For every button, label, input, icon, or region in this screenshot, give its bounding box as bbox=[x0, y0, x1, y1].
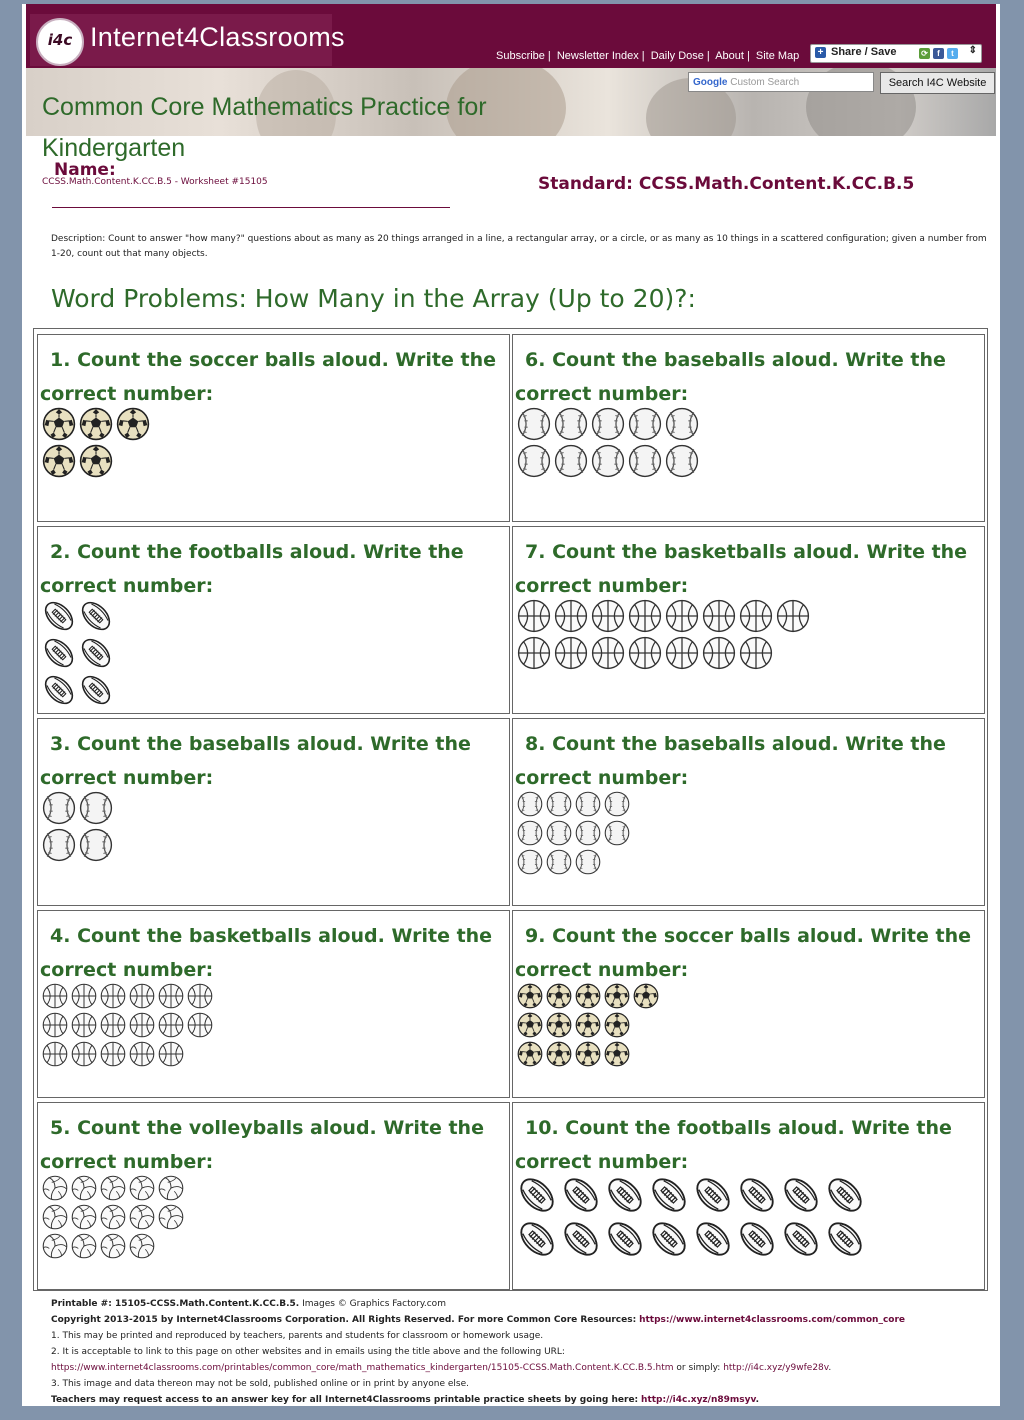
problem-text: Count the baseballs aloud. Write the correct number: bbox=[40, 733, 471, 789]
basketball-icon bbox=[739, 599, 773, 633]
footer-note-2: 2. It is acceptable to link to this page on other websites and in emails using the title above and the following URL: bbox=[51, 1347, 565, 1357]
baseball-icon bbox=[517, 791, 543, 817]
football-icon bbox=[825, 1219, 865, 1259]
site-logo[interactable] bbox=[30, 14, 345, 66]
basketball-icon bbox=[158, 983, 184, 1009]
volleyball-icon bbox=[71, 1204, 97, 1230]
problem-question bbox=[515, 919, 985, 987]
page-url-link[interactable]: https://www.internet4classrooms.com/printables/common_core/math_mathematics_kindergarten/15105-CCSS.Math.Content.K.CC.B.5.htm bbox=[51, 1363, 674, 1373]
soccer-ball-icon bbox=[604, 1041, 630, 1067]
problem-number: 4. bbox=[50, 925, 71, 947]
baseball-icon bbox=[517, 444, 551, 478]
footer-note-3: 3. This image and data thereon may not be sold, published online or in print by anyone else. bbox=[51, 1379, 469, 1389]
name-label: Name: bbox=[54, 160, 116, 180]
top-links: Subscribe | Newsletter Index | Daily Dose | About | Site Map bbox=[496, 50, 800, 62]
share-icon: ⟳ bbox=[919, 48, 930, 59]
soccer-ball-icon bbox=[546, 1012, 572, 1038]
baseball-icon bbox=[665, 407, 699, 441]
soccer-ball-icon bbox=[546, 1041, 572, 1067]
basketball-icon bbox=[517, 599, 551, 633]
soccer-ball-icon bbox=[633, 983, 659, 1009]
soccer-ball-icon bbox=[42, 444, 76, 478]
football-icon bbox=[42, 673, 76, 707]
football-icon bbox=[561, 1175, 601, 1215]
problem-number: 1. bbox=[50, 349, 71, 371]
ball-array bbox=[42, 599, 116, 710]
logo-mark-text: i4c bbox=[47, 31, 73, 49]
baseball-icon bbox=[546, 791, 572, 817]
problem-question bbox=[515, 727, 985, 795]
baseball-icon bbox=[42, 828, 76, 862]
basketball-icon bbox=[71, 1041, 97, 1067]
problem-number: 2. bbox=[50, 541, 71, 563]
soccer-ball-icon bbox=[604, 1012, 630, 1038]
copyright: Copyright 2013-2015 by Internet4Classrooms Corporation. All Rights Reserved. For more Common Core Resources: bbox=[51, 1315, 637, 1325]
printable-number: Printable #: 15105-CCSS.Math.Content.K.CC.B.5. bbox=[51, 1299, 300, 1309]
basketball-icon bbox=[628, 636, 662, 670]
problem-question bbox=[40, 343, 510, 411]
problem-cell-4 bbox=[37, 910, 510, 1098]
baseball-icon bbox=[554, 407, 588, 441]
basketball-icon bbox=[739, 636, 773, 670]
baseball-icon bbox=[604, 791, 630, 817]
problem-number: 10. bbox=[525, 1117, 559, 1139]
problem-text: Count the basketballs aloud. Write the correct number: bbox=[515, 541, 968, 597]
baseball-icon bbox=[517, 820, 543, 846]
problem-text: Count the soccer balls aloud. Write the correct number: bbox=[40, 349, 496, 405]
soccer-ball-icon bbox=[546, 983, 572, 1009]
soccer-ball-icon bbox=[79, 407, 113, 441]
volleyball-icon bbox=[100, 1204, 126, 1230]
basketball-icon bbox=[517, 636, 551, 670]
share-save-button[interactable] bbox=[810, 44, 982, 63]
facebook-icon: f bbox=[933, 48, 944, 59]
baseball-icon bbox=[628, 407, 662, 441]
baseball-icon bbox=[517, 407, 551, 441]
problem-text: Count the baseballs aloud. Write the correct number: bbox=[515, 733, 946, 789]
page bbox=[22, 4, 1000, 1406]
baseball-icon bbox=[575, 820, 601, 846]
football-icon bbox=[517, 1219, 557, 1259]
answer-key-period: . bbox=[755, 1395, 760, 1405]
link-daily-dose[interactable]: Daily Dose bbox=[650, 50, 704, 62]
description: Description: Count to answer "how many?" questions about as many as 20 things arranged in a line, a rectangular array, or a circle, or as many as 10 things in a scattered configuration; given a number from 1-20, count out that many objects. bbox=[51, 234, 987, 259]
baseball-icon bbox=[575, 849, 601, 875]
baseball-icon bbox=[42, 791, 76, 825]
basketball-icon bbox=[591, 636, 625, 670]
baseball-icon bbox=[546, 849, 572, 875]
problem-question bbox=[515, 535, 985, 603]
problem-question bbox=[40, 535, 510, 603]
share-save-label: Share / Save bbox=[831, 46, 897, 58]
problem-number: 9. bbox=[525, 925, 546, 947]
name-line bbox=[52, 207, 450, 208]
soccer-ball-icon bbox=[575, 1041, 601, 1067]
baseball-icon bbox=[591, 444, 625, 478]
basketball-icon bbox=[702, 636, 736, 670]
problem-cell-5 bbox=[37, 1102, 510, 1290]
problem-cell-10 bbox=[512, 1102, 985, 1290]
problem-text: Count the soccer balls aloud. Write the correct number: bbox=[515, 925, 971, 981]
problem-number: 6. bbox=[525, 349, 546, 371]
answer-key-note: Teachers may request access to an answer key for all Internet4Classrooms printable practice sheets by going here: bbox=[51, 1395, 639, 1405]
football-icon bbox=[79, 599, 113, 633]
baseball-icon bbox=[665, 444, 699, 478]
basketball-icon bbox=[628, 599, 662, 633]
basketball-icon bbox=[187, 983, 213, 1009]
baseball-icon bbox=[628, 444, 662, 478]
volleyball-icon bbox=[100, 1175, 126, 1201]
problem-number: 3. bbox=[50, 733, 71, 755]
ball-array bbox=[42, 983, 216, 1070]
football-icon bbox=[693, 1175, 733, 1215]
football-icon bbox=[42, 636, 76, 670]
ball-array bbox=[517, 407, 702, 481]
basketball-icon bbox=[187, 1012, 213, 1038]
problem-cell-1 bbox=[37, 334, 510, 522]
worksheet-reference: CCSS.Math.Content.K.CC.B.5 - Worksheet #15105 bbox=[42, 177, 268, 187]
problem-question bbox=[515, 1111, 985, 1179]
footer-or-simply: or simply: bbox=[673, 1363, 724, 1373]
basketball-icon bbox=[158, 1012, 184, 1038]
basketball-icon bbox=[776, 599, 810, 633]
ball-array bbox=[42, 407, 153, 481]
logo-mark-icon bbox=[36, 18, 84, 66]
baseball-icon bbox=[546, 820, 572, 846]
link-about[interactable]: About bbox=[715, 50, 744, 62]
volleyball-icon bbox=[158, 1175, 184, 1201]
ball-array bbox=[42, 1175, 187, 1262]
problem-text: Count the basketballs aloud. Write the correct number: bbox=[40, 925, 493, 981]
football-icon bbox=[605, 1219, 645, 1259]
volleyball-icon bbox=[158, 1204, 184, 1230]
baseball-icon bbox=[79, 791, 113, 825]
problem-question bbox=[515, 343, 985, 411]
problem-text: Count the footballs aloud. Write the correct number: bbox=[515, 1117, 952, 1173]
page-title-grade: Kindergarten bbox=[42, 134, 186, 162]
page-title: Common Core Mathematics Practice for bbox=[42, 93, 487, 121]
volleyball-icon bbox=[42, 1204, 68, 1230]
dropdown-arrow-icon: ⇕ bbox=[968, 45, 977, 56]
ball-array bbox=[517, 599, 813, 673]
problem-text: Count the baseballs aloud. Write the correct number: bbox=[515, 349, 946, 405]
basketball-icon bbox=[129, 983, 155, 1009]
volleyball-icon bbox=[42, 1175, 68, 1201]
football-icon bbox=[781, 1175, 821, 1215]
common-core-link[interactable]: https://www.internet4classrooms.com/common_core bbox=[639, 1315, 906, 1325]
volleyball-icon bbox=[129, 1233, 155, 1259]
soccer-ball-icon bbox=[42, 407, 76, 441]
problem-question bbox=[40, 1111, 510, 1179]
football-icon bbox=[737, 1219, 777, 1259]
short-url-link[interactable]: http://i4c.xyz/y9wfe28v bbox=[723, 1363, 829, 1373]
football-icon bbox=[649, 1219, 689, 1259]
football-icon bbox=[781, 1219, 821, 1259]
football-icon bbox=[825, 1175, 865, 1215]
basketball-icon bbox=[100, 1041, 126, 1067]
problem-question bbox=[40, 919, 510, 987]
problem-cell-3 bbox=[37, 718, 510, 906]
logo-text: Internet4Classrooms bbox=[90, 22, 345, 52]
volleyball-icon bbox=[100, 1233, 126, 1259]
volleyball-icon bbox=[71, 1233, 97, 1259]
basketball-icon bbox=[71, 1012, 97, 1038]
football-icon bbox=[737, 1175, 777, 1215]
soccer-ball-icon bbox=[517, 1012, 543, 1038]
baseball-icon bbox=[79, 828, 113, 862]
footer bbox=[51, 1296, 991, 1408]
basketball-icon bbox=[100, 983, 126, 1009]
ball-array bbox=[517, 1175, 869, 1263]
search-placeholder: Custom Search bbox=[730, 77, 800, 88]
basketball-icon bbox=[42, 1041, 68, 1067]
baseball-icon bbox=[554, 444, 588, 478]
soccer-ball-icon bbox=[575, 1012, 601, 1038]
basketball-icon bbox=[100, 1012, 126, 1038]
football-icon bbox=[42, 599, 76, 633]
twitter-icon: t bbox=[947, 48, 958, 59]
link-newsletter-index[interactable]: Newsletter Index bbox=[556, 50, 639, 62]
football-icon bbox=[517, 1175, 557, 1215]
image-credit: Images © Graphics Factory.com bbox=[299, 1299, 446, 1309]
basketball-icon bbox=[129, 1012, 155, 1038]
football-icon bbox=[693, 1219, 733, 1259]
soccer-ball-icon bbox=[575, 983, 601, 1009]
problem-number: 5. bbox=[50, 1117, 71, 1139]
soccer-ball-icon bbox=[116, 407, 150, 441]
problem-grid bbox=[33, 328, 988, 1291]
problem-cell-7 bbox=[512, 526, 985, 714]
football-icon bbox=[79, 673, 113, 707]
problem-question bbox=[40, 727, 510, 795]
basketball-icon bbox=[71, 983, 97, 1009]
standard-label: Standard: CCSS.Math.Content.K.CC.B.5 bbox=[538, 174, 915, 194]
baseball-icon bbox=[517, 849, 543, 875]
basketball-icon bbox=[591, 599, 625, 633]
problem-cell-8 bbox=[512, 718, 985, 906]
site-banner bbox=[26, 4, 996, 68]
volleyball-icon bbox=[129, 1204, 155, 1230]
volleyball-icon bbox=[71, 1175, 97, 1201]
basketball-icon bbox=[665, 636, 699, 670]
google-logo: Google bbox=[693, 77, 728, 88]
problem-number: 8. bbox=[525, 733, 546, 755]
ball-array bbox=[517, 791, 633, 878]
answer-key-link[interactable]: http://i4c.xyz/n89msyv bbox=[641, 1395, 756, 1405]
basketball-icon bbox=[702, 599, 736, 633]
link-subscribe[interactable]: Subscribe bbox=[496, 50, 545, 62]
basketball-icon bbox=[42, 983, 68, 1009]
volleyball-icon bbox=[42, 1233, 68, 1259]
problem-text: Count the footballs aloud. Write the correct number: bbox=[40, 541, 464, 597]
basketball-icon bbox=[554, 599, 588, 633]
problem-cell-6 bbox=[512, 334, 985, 522]
football-icon bbox=[79, 636, 113, 670]
search-input[interactable] bbox=[688, 72, 874, 92]
basketball-icon bbox=[129, 1041, 155, 1067]
football-icon bbox=[561, 1219, 601, 1259]
search-button[interactable]: Search I4C Website bbox=[880, 72, 995, 94]
baseball-icon bbox=[604, 820, 630, 846]
ball-array bbox=[517, 983, 662, 1070]
link-site-map[interactable]: Site Map bbox=[755, 50, 800, 62]
ball-array bbox=[42, 791, 116, 865]
volleyball-icon bbox=[129, 1175, 155, 1201]
soccer-ball-icon bbox=[517, 1041, 543, 1067]
soccer-ball-icon bbox=[517, 983, 543, 1009]
baseball-icon bbox=[575, 791, 601, 817]
section-title: Word Problems: How Many in the Array (Up to 20)?: bbox=[51, 284, 696, 313]
footer-period: . bbox=[828, 1363, 832, 1373]
basketball-icon bbox=[665, 599, 699, 633]
problem-cell-9 bbox=[512, 910, 985, 1098]
football-icon bbox=[649, 1175, 689, 1215]
soccer-ball-icon bbox=[79, 444, 113, 478]
problem-number: 7. bbox=[525, 541, 546, 563]
basketball-icon bbox=[554, 636, 588, 670]
basketball-icon bbox=[158, 1041, 184, 1067]
basketball-icon bbox=[42, 1012, 68, 1038]
plus-icon: + bbox=[815, 47, 826, 58]
problem-text: Count the volleyballs aloud. Write the correct number: bbox=[40, 1117, 484, 1173]
soccer-ball-icon bbox=[604, 983, 630, 1009]
problem-cell-2 bbox=[37, 526, 510, 714]
baseball-icon bbox=[591, 407, 625, 441]
footer-note-1: 1. This may be printed and reproduced by teachers, parents and students for classroom or homework usage. bbox=[51, 1331, 544, 1341]
football-icon bbox=[605, 1175, 645, 1215]
